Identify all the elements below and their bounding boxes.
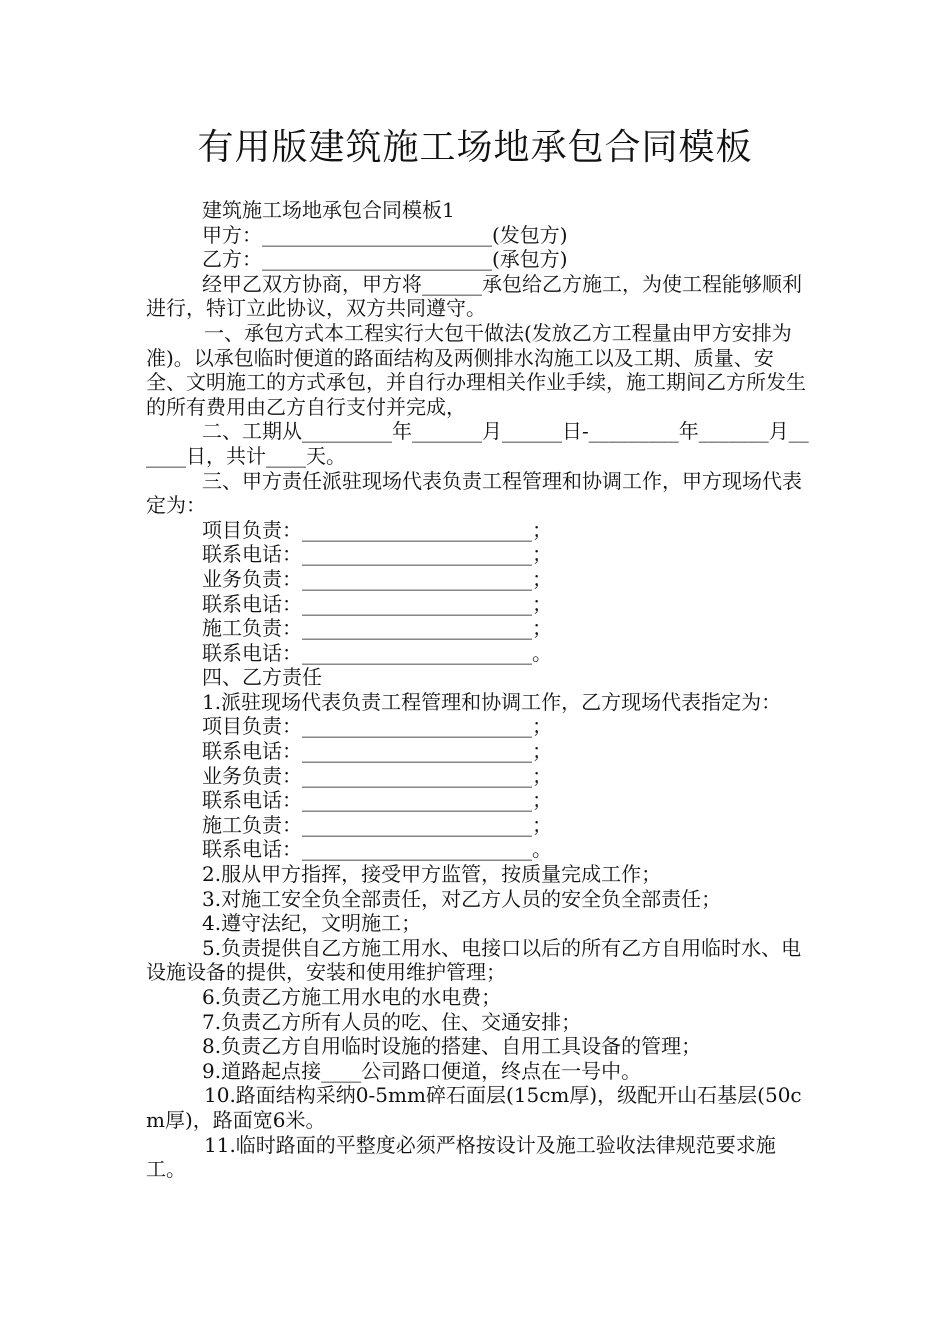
paragraph-item-4: 4.遵守法纪，文明施工；: [202, 911, 422, 936]
paragraph-a-phone-2: 联系电话：_______________________；: [202, 591, 552, 616]
paragraph-preamble: 经甲乙双方协商，甲方将______承包给乙方施工，为使工程能够顺利进行，特订立此协议，双方共同遵守。: [146, 271, 802, 321]
paragraph-b-project-lead: 项目负责：_______________________；: [202, 714, 552, 739]
paragraph-section-1: 一、承包方式本工程实行大包干做法(发放乙方工程量由甲方安排为准)。以承包临时便道的路面结构及两侧排水沟施工以及工期、质量、安全、文明施工的方式承包，并自行办理相关作业手续，施工期间乙方所发生的所有费用由乙方自行支付并完成，: [146, 320, 806, 419]
paragraph-item-5: 5.负责提供自乙方施工用水、电接口以后的所有乙方自用临时水、电设施设备的提供，安装和使用维护管理；: [146, 935, 802, 985]
paragraph-section-2: 二、工期从_________年_______月______日-_________年_______月______日，共计____天。: [146, 419, 809, 468]
paragraph-b-construction-lead: 施工负责：_______________________；: [202, 812, 552, 837]
paragraph-party-a: 甲方：_______________________(发包方): [202, 222, 568, 247]
paragraph-item-11: 11.临时路面的平整度必须严格按设计及施工验收法律规范要求施工。: [146, 1132, 776, 1182]
paragraph-a-project-lead: 项目负责：_______________________；: [202, 517, 552, 542]
paragraph-b-phone-2: 联系电话：_______________________；: [202, 788, 552, 813]
paragraph-a-phone-1: 联系电话：_______________________；: [202, 542, 552, 567]
paragraph-a-construction-lead: 施工负责：_______________________；: [202, 616, 552, 641]
paragraph-item-10: 10.路面结构采纳0-5mm碎石面层(15cm厚)，级配开山石基层(50cm厚)，路面宽6米。: [146, 1083, 802, 1132]
paragraph-b-phone-1: 联系电话：_______________________；: [202, 739, 552, 764]
paragraph-party-b: 乙方：_______________________(承包方): [202, 247, 568, 272]
paragraph-b-business-lead: 业务负责：_______________________；: [202, 763, 552, 788]
paragraph-section-4: 四、乙方责任: [202, 665, 322, 690]
paragraph-a-business-lead: 业务负责：_______________________；: [202, 566, 552, 591]
paragraph-section-3: 三、甲方责任派驻现场代表负责工程管理和协调工作，甲方现场代表定为：: [146, 468, 802, 518]
paragraph-item-7: 7.负责乙方所有人员的吃、住、交通安排；: [202, 1009, 582, 1034]
paragraph-item-6: 6.负责乙方施工用水电的水电费；: [202, 985, 502, 1009]
paragraph-item-3: 3.对施工安全负全部责任，对乙方人员的安全负全部责任；: [202, 886, 722, 911]
document-body: [146, 198, 810, 1182]
paragraph-item-2: 2.服从甲方指挥，接受甲方监管，按质量完成工作；: [202, 862, 662, 887]
paragraph-item-8: 8.负责乙方自用临时设施的搭建、自用工具设备的管理；: [202, 1034, 702, 1059]
paragraph-subtitle: 建筑施工场地承包合同模板1: [202, 198, 455, 222]
paragraph-item-1: 1.派驻现场代表负责工程管理和协调工作，乙方现场代表指定为：: [202, 689, 782, 714]
paragraph-a-phone-3: 联系电话：_______________________。: [202, 640, 552, 665]
paragraph-item-9: 9.道路起点接____公司路口便道，终点在一号中。: [202, 1058, 642, 1083]
paragraph-b-phone-3: 联系电话：_______________________。: [202, 837, 552, 862]
document-title: 有用版建筑施工场地承包合同模板: [197, 127, 753, 168]
